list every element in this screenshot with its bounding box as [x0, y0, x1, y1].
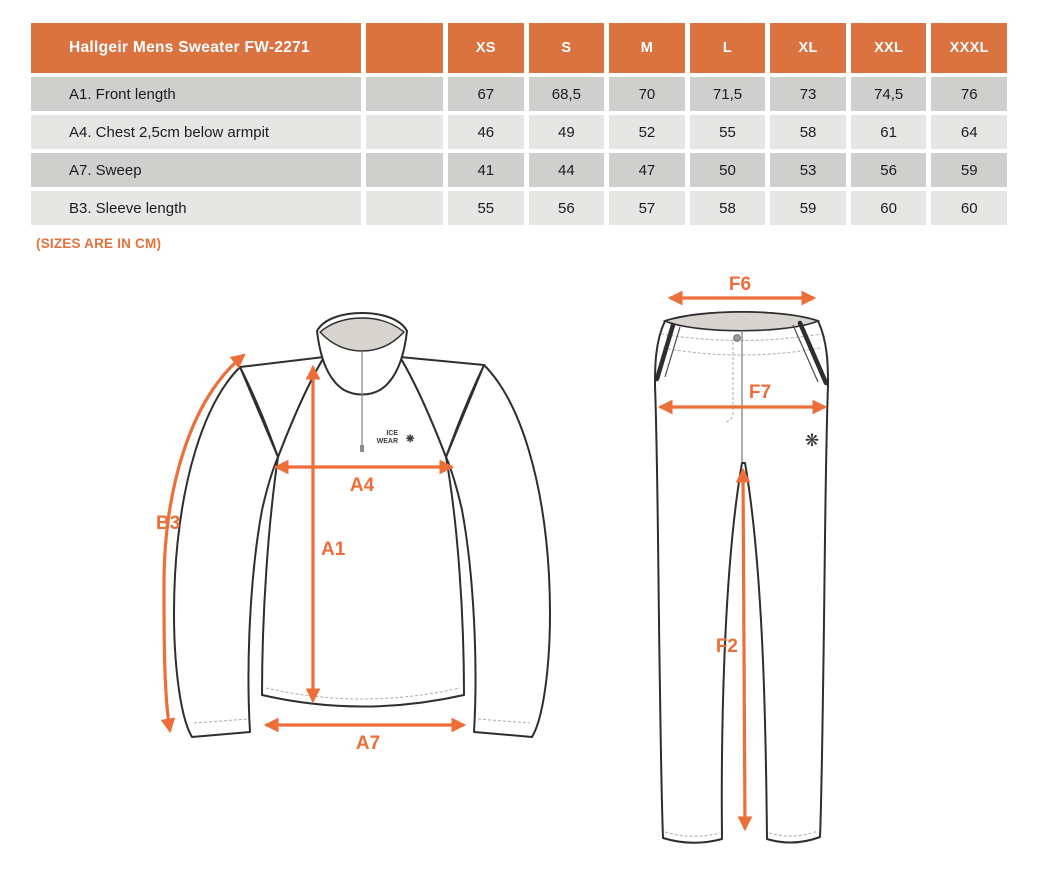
- value-cell: 41: [448, 153, 524, 187]
- value-cell: 55: [690, 115, 766, 149]
- zipper-pull: [360, 445, 364, 452]
- row-label-sleeve-length: B3. Sleeve length: [31, 191, 361, 225]
- value-cell: 59: [770, 191, 846, 225]
- value-cell: 49: [529, 115, 605, 149]
- value-cell: 71,5: [690, 77, 766, 111]
- row-label-front-length: A1. Front length: [31, 77, 361, 111]
- snowflake-icon: ❋: [406, 434, 415, 445]
- value-cell: 68,5: [529, 77, 605, 111]
- size-header-xs: XS: [448, 23, 524, 73]
- size-chart-table: [31, 23, 1007, 225]
- snowflake-icon: ❋: [804, 431, 820, 450]
- value-cell: 52: [609, 115, 685, 149]
- value-cell: 44: [529, 153, 605, 187]
- value-cell: 47: [609, 153, 685, 187]
- value-cell: 57: [609, 191, 685, 225]
- size-header-xl: XL: [770, 23, 846, 73]
- a7-label: A7: [355, 733, 381, 754]
- value-cell: 56: [851, 153, 927, 187]
- sweater-measurement-diagram: [140, 285, 570, 775]
- value-cell: 56: [529, 191, 605, 225]
- value-cell: 70: [609, 77, 685, 111]
- row-spacer: [366, 153, 443, 187]
- pants-measurement-diagram: [628, 272, 878, 872]
- value-cell: 46: [448, 115, 524, 149]
- f7-label: F7: [748, 382, 772, 403]
- row-spacer: [366, 77, 443, 111]
- size-header-m: M: [609, 23, 685, 73]
- value-cell: 61: [851, 115, 927, 149]
- table-header-spacer: [366, 23, 443, 73]
- brand-logo-line2: WEAR: [376, 438, 398, 445]
- f6-label: F6: [728, 274, 752, 295]
- pants-drawing: [655, 312, 828, 843]
- waist-button: [734, 335, 741, 342]
- brand-logo-line1: ICE: [386, 430, 398, 437]
- f2-arrow: [743, 470, 745, 829]
- value-cell: 58: [690, 191, 766, 225]
- sweater-drawing: [174, 313, 550, 737]
- value-cell: 74,5: [851, 77, 927, 111]
- value-cell: 58: [770, 115, 846, 149]
- value-cell: 59: [931, 153, 1007, 187]
- value-cell: 64: [931, 115, 1007, 149]
- a1-label: A1: [321, 539, 346, 560]
- row-label-sweep: A7. Sweep: [31, 153, 361, 187]
- value-cell: 67: [448, 77, 524, 111]
- value-cell: 60: [931, 191, 1007, 225]
- row-spacer: [366, 115, 443, 149]
- value-cell: 50: [690, 153, 766, 187]
- size-header-xxxl: XXXL: [931, 23, 1007, 73]
- value-cell: 73: [770, 77, 846, 111]
- size-header-s: S: [529, 23, 605, 73]
- size-header-xxl: XXL: [851, 23, 927, 73]
- row-label-chest: A4. Chest 2,5cm below armpit: [31, 115, 361, 149]
- value-cell: 53: [770, 153, 846, 187]
- sizes-in-cm-note: (SIZES ARE IN CM): [36, 236, 162, 251]
- value-cell: 76: [931, 77, 1007, 111]
- table-title-cell: Hallgeir Mens Sweater FW-2271: [31, 23, 361, 73]
- b3-label: B3: [156, 513, 181, 534]
- a4-label: A4: [349, 475, 375, 496]
- size-header-l: L: [690, 23, 766, 73]
- value-cell: 60: [851, 191, 927, 225]
- f2-label: F2: [715, 636, 738, 657]
- value-cell: 55: [448, 191, 524, 225]
- row-spacer: [366, 191, 443, 225]
